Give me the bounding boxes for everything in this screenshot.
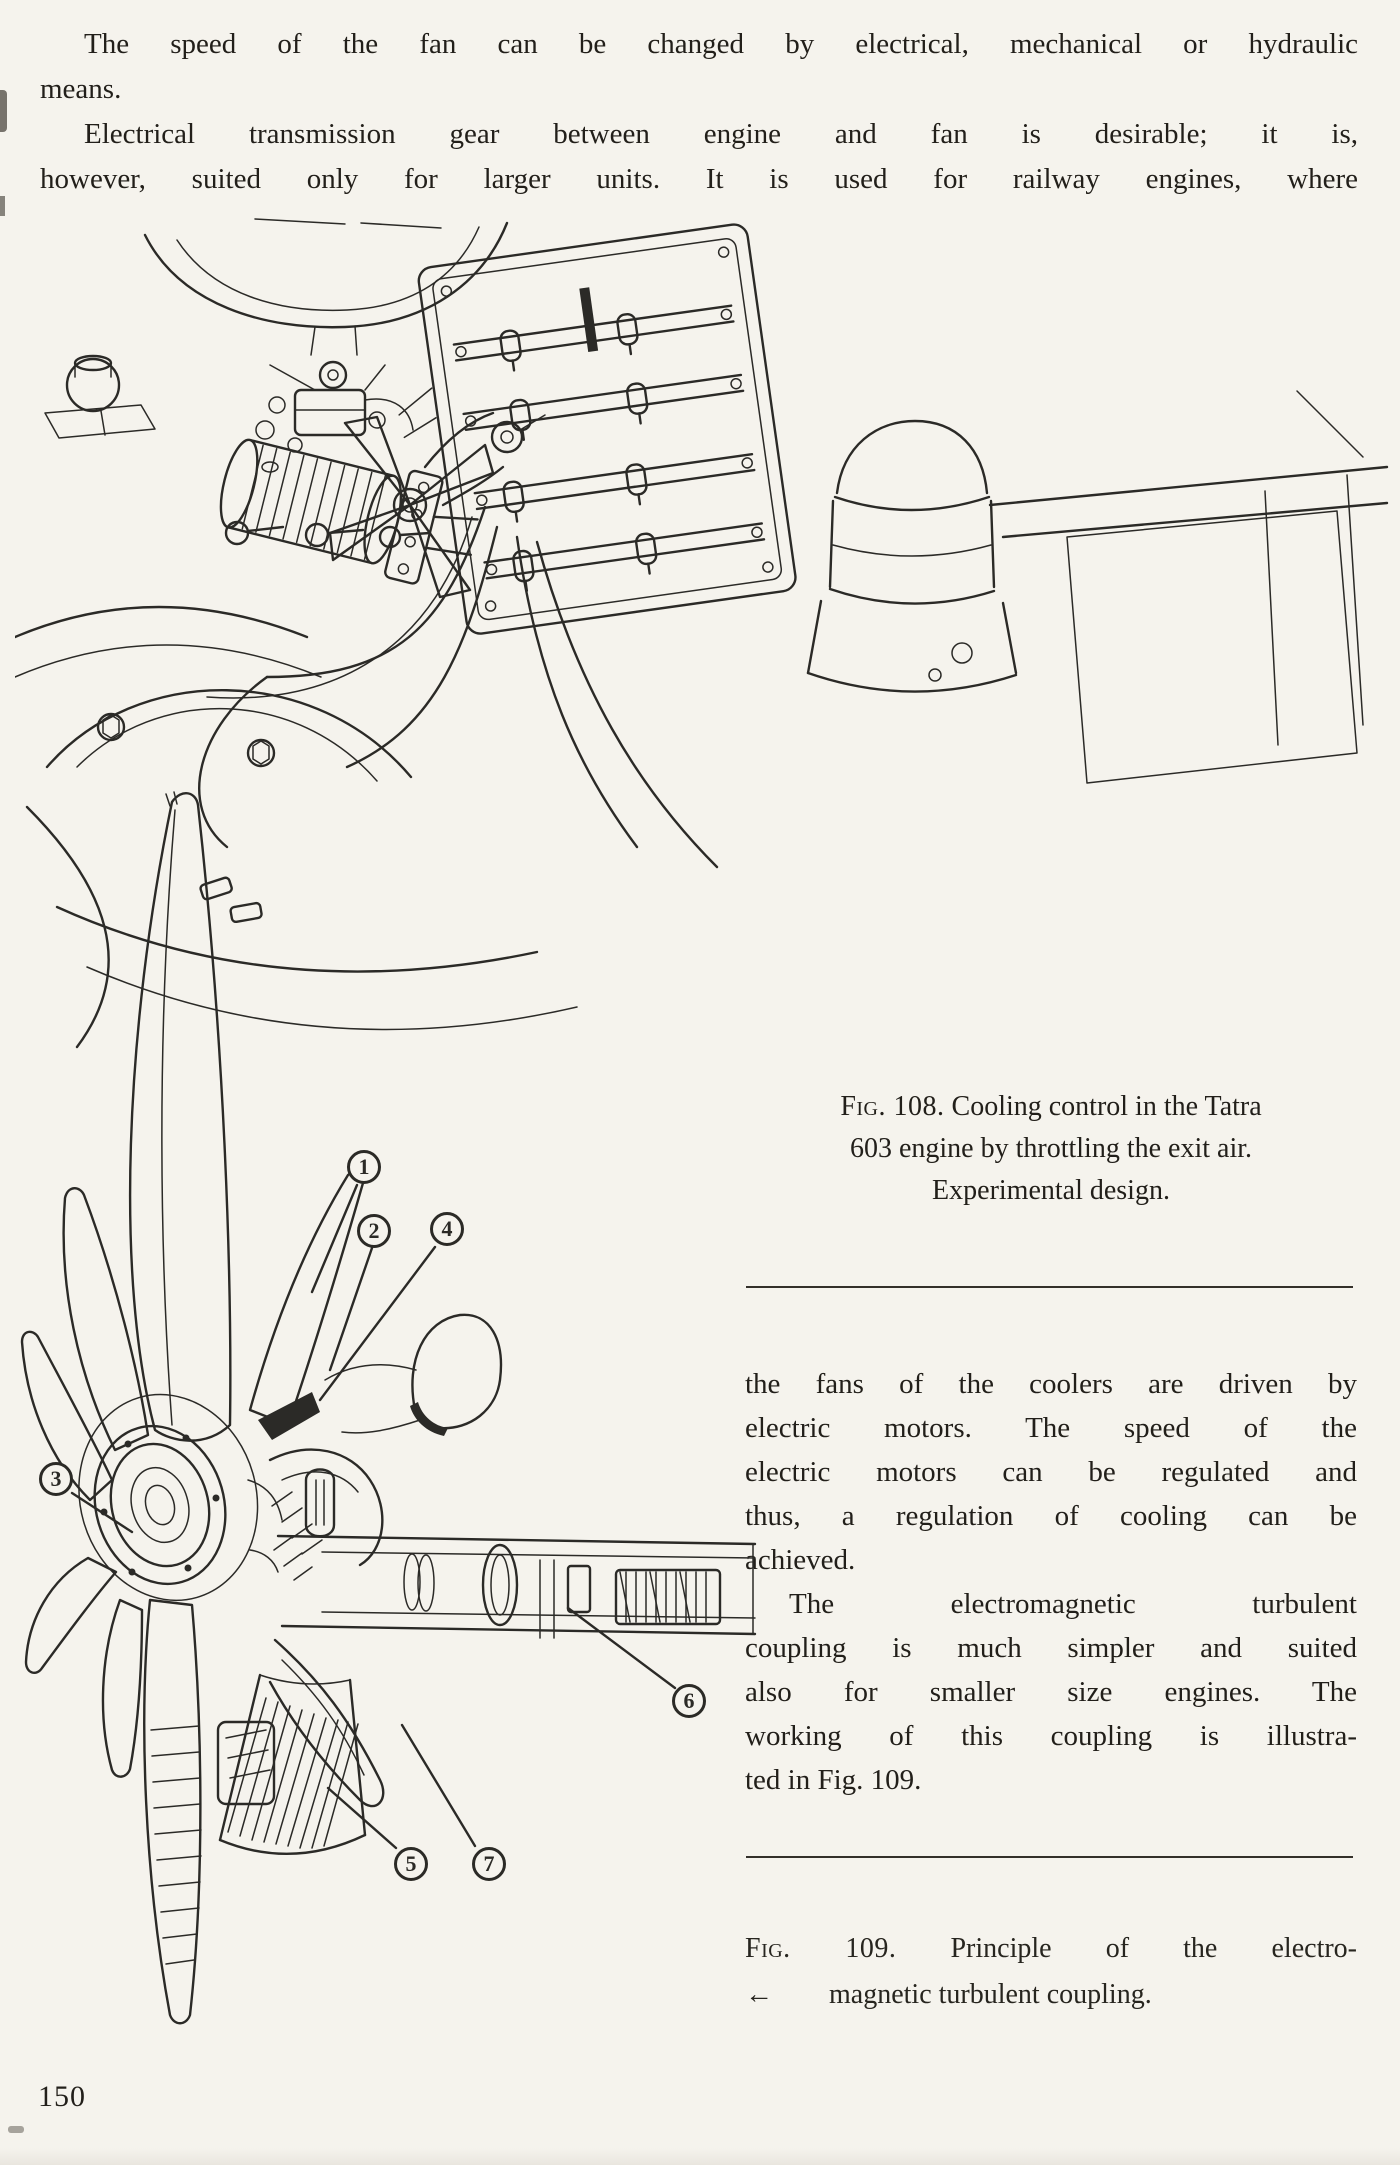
body-text-line: electric motors can be regulated and xyxy=(745,1456,1357,1488)
figure-callout: 5 xyxy=(394,1847,428,1881)
separator-rule xyxy=(746,1286,1353,1288)
fan-blades xyxy=(22,792,363,2023)
body-text-line: working of this coupling is illustra- xyxy=(745,1720,1357,1752)
leader-lines xyxy=(72,1185,675,1848)
figure-callout: 6 xyxy=(672,1684,706,1718)
radiator-panel xyxy=(379,223,797,641)
scan-artifact xyxy=(0,90,7,132)
body-text-line: coupling is much simpler and suited xyxy=(745,1632,1357,1664)
body-text-line: achieved. xyxy=(745,1544,856,1576)
caption-text: Cooling control in the Tatra xyxy=(951,1091,1262,1122)
caption-text: Principle of the electro- xyxy=(950,1933,1357,1964)
caption-text: Experimental design. xyxy=(932,1175,1170,1206)
caption-text: magnetic turbulent coupling. xyxy=(829,1979,1152,2010)
figure-callout: 3 xyxy=(39,1462,73,1496)
separator-rule xyxy=(746,1856,1353,1858)
caption-text: 603 engine by throttling the exit air. xyxy=(849,1133,1253,1164)
figure-108-caption xyxy=(745,1086,1357,1212)
body-text-line: The electromagnetic turbulent xyxy=(789,1588,1357,1620)
figure-callout: 1 xyxy=(347,1150,381,1184)
caption-line xyxy=(745,1972,1357,2018)
body-text-line: Electrical transmission gear between engine and fan is desirable; it is, xyxy=(84,118,1358,150)
body-text-line: ted in Fig. 109. xyxy=(745,1764,922,1796)
body-text-line: means. xyxy=(40,73,122,105)
scan-edge-shadow xyxy=(0,2148,1400,2165)
body-text-line: also for smaller size engines. The xyxy=(745,1676,1357,1708)
right-column xyxy=(745,1362,1357,1802)
figure-label: Fig. 109. xyxy=(745,1933,897,1964)
air-cleaner-canister xyxy=(808,421,1016,692)
ribbed-coupling xyxy=(211,427,487,596)
left-arrow-glyph: ← xyxy=(745,1979,773,2010)
top-paragraph xyxy=(40,22,1358,202)
engine-bay-wall xyxy=(929,391,1387,783)
body-text-line: the fans of the coolers are driven by xyxy=(745,1368,1357,1400)
figure-callout: 7 xyxy=(472,1847,506,1881)
scan-artifact xyxy=(8,2126,24,2133)
lower-shroud xyxy=(218,1640,383,1854)
figure-label: Fig. 108. xyxy=(840,1091,945,1122)
body-text-line: however, suited only for larger units. It is used for railway engines, where xyxy=(40,163,1358,195)
scan-artifact xyxy=(0,196,5,216)
distributor xyxy=(45,356,155,438)
page-number: 150 xyxy=(38,2080,86,2113)
body-text-line: thus, a regulation of cooling can be xyxy=(745,1500,1357,1532)
figure-callout: 2 xyxy=(357,1214,391,1248)
caption-line xyxy=(745,1926,1357,1972)
body-text-line: The speed of the fan can be changed by electrical, mechanical or hydraulic xyxy=(84,28,1358,60)
hub-bolts xyxy=(101,1435,220,1576)
drive-shaft xyxy=(278,1536,755,1638)
figure-109-caption xyxy=(745,1926,1357,2018)
figure-callout: 4 xyxy=(430,1212,464,1246)
body-text-line: electric motors. The speed of the xyxy=(745,1412,1357,1444)
figure-109-illustration xyxy=(20,780,760,2040)
